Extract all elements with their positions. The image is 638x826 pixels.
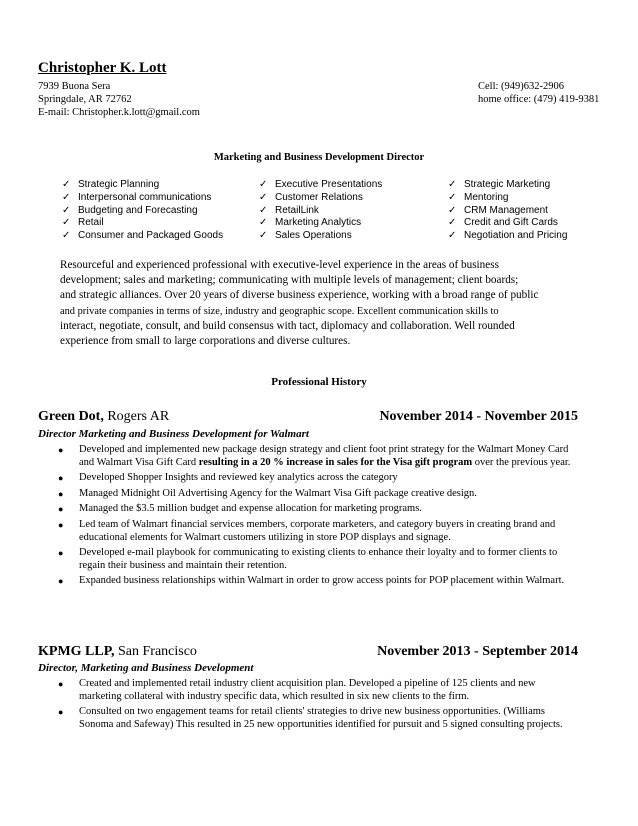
- job-bullets: [58, 444, 578, 591]
- skill-item: ✓ Budgeting and Forecasting: [62, 204, 198, 216]
- candidate-name: Christopher K. Lott: [38, 60, 167, 76]
- bullet-item: ● Created and implemented retail industry client acquisition plan. Developed a pipeline of 125 clients and new marketing collateral with industry specific data, which resulted in six new clients to the firm.: [58, 678, 536, 702]
- checkmark-icon: ✓: [448, 179, 457, 190]
- company-location: San Francisco: [114, 644, 197, 659]
- company-name: KPMG LLP,: [38, 644, 115, 659]
- bullet-item: ● Led team of Walmart financial services members, corporate marketers, and category buyers in creating brand and educational elements for Walmart customers utilizing in store POP displays and signage.: [58, 518, 556, 543]
- checkmark-icon: ✓: [448, 217, 457, 229]
- company-name: Green Dot,: [38, 409, 104, 424]
- bullet-item: ● Developed e-mail playbook for communicating to existing clients to enhance their loyalty and to former clients to regain their business and maintain their retention.: [58, 547, 558, 571]
- job-header: [38, 409, 578, 425]
- job-bullets: [58, 678, 578, 734]
- job-header: [38, 644, 578, 660]
- checkmark-icon: ✓: [62, 204, 71, 216]
- skill-item: ✓ Mentoring: [448, 191, 509, 203]
- checkmark-icon: ✓: [448, 230, 457, 242]
- bullet-icon: ●: [58, 504, 64, 515]
- skills-column-2: [259, 179, 382, 243]
- checkmark-icon: ✓: [259, 204, 268, 216]
- skill-item: ✓ Credit and Gift Cards: [448, 217, 558, 229]
- summary-line: experience from small to large corporations and diverse cultures.: [60, 335, 351, 348]
- address-line-2: Springdale, AR 72762: [38, 94, 132, 105]
- bullet-icon: ●: [58, 679, 64, 689]
- bullet-item: ● Developed and implemented new package design strategy and client foot print strategy for the Walmart Money Card and Walmart Visa Gift Card resulting in a 20 % increase in sales for the Visa gift program over the previous year.: [58, 444, 571, 468]
- job-dates: November 2013 - September 2014: [377, 644, 578, 659]
- section-title: Professional History: [271, 376, 367, 388]
- skill-item: ✓ Consumer and Packaged Goods: [62, 230, 224, 242]
- skill-item: ✓ Negotiation and Pricing: [448, 230, 568, 242]
- address-block: [38, 80, 200, 119]
- job-role: Director, Marketing and Business Development: [38, 662, 254, 674]
- checkmark-icon: ✓: [62, 179, 71, 190]
- bullet-icon: ●: [58, 445, 64, 455]
- bullet-icon: ●: [58, 488, 64, 499]
- checkmark-icon: ✓: [259, 191, 268, 203]
- cell-phone: Cell: (949)632-2906: [478, 81, 565, 92]
- skill-item: ✓ RetailLink: [259, 204, 319, 216]
- bullet-icon: ●: [58, 473, 64, 484]
- skill-item: ✓ Sales Operations: [259, 230, 352, 242]
- phone-block: [478, 80, 599, 106]
- summary-line: interact, negotiate, consult, and build consensus with tact, diplomacy and collaboration. Well rounded: [60, 319, 515, 332]
- headline: Marketing and Business Development Director: [213, 152, 425, 163]
- skill-item: ✓ Retail: [62, 217, 104, 229]
- summary-line: and private companies in terms of size, industry and geographic scope. Excellent communication skills to: [60, 305, 499, 317]
- bullet-icon: ●: [58, 519, 64, 530]
- bullet-item: ● Expanded business relationships within Walmart in order to grow access points for POP placement within Walmart.: [58, 575, 565, 587]
- bullet-icon: ●: [58, 548, 64, 559]
- skill-item: ✓ Strategic Planning: [62, 179, 160, 190]
- summary-line: and strategic alliances. Over 20 years of diverse business experience, working with a broad range of public: [60, 289, 539, 302]
- checkmark-icon: ✓: [259, 217, 268, 229]
- job-dates: November 2014 - November 2015: [379, 409, 578, 424]
- checkmark-icon: ✓: [448, 204, 457, 216]
- email-line: E-mail: Christopher.k.lott@gmail.com: [38, 107, 200, 118]
- skill-item: ✓ Strategic Marketing: [448, 179, 551, 190]
- checkmark-icon: ✓: [259, 179, 268, 190]
- skills-column-1: [62, 179, 223, 243]
- checkmark-icon: ✓: [62, 217, 71, 229]
- checkmark-icon: ✓: [62, 230, 71, 242]
- job-role: Director Marketing and Business Development for Walmart: [38, 428, 309, 440]
- bullet-icon: ●: [58, 707, 64, 718]
- checkmark-icon: ✓: [259, 230, 268, 242]
- bullet-icon: ●: [58, 576, 64, 587]
- address-line-1: 7939 Buona Sera: [38, 81, 111, 92]
- bullet-item: ● Managed the $3.5 million budget and expense allocation for marketing programs.: [58, 503, 422, 515]
- summary-line: Resourceful and experienced professional with executive-level experience in the areas of business: [60, 259, 499, 271]
- skill-item: ✓ Interpersonal communications: [62, 191, 212, 203]
- checkmark-icon: ✓: [448, 191, 457, 203]
- skills-column-3: [448, 179, 567, 243]
- home-office-phone: home office: (479) 419-9381: [478, 94, 600, 105]
- company-location: Rogers AR: [103, 409, 170, 424]
- skill-item: ✓ Marketing Analytics: [259, 217, 362, 229]
- summary-line: development; sales and marketing; communicating with multiple levels of management; client boards;: [60, 274, 519, 287]
- summary-paragraph: [60, 258, 580, 349]
- skill-item: ✓ Customer Relations: [259, 191, 363, 203]
- bullet-item: ● Consulted on two engagement teams for retail clients' strategies to drive new business opportunities. (Williams Sonoma and Safeway) This resulted in 25 new opportunities identified for pursuit and 5 signed consulting projects.: [58, 706, 563, 730]
- skill-item: ✓ Executive Presentations: [259, 179, 383, 190]
- skill-item: ✓ CRM Management: [448, 204, 548, 216]
- bullet-item: ● Managed Midnight Oil Advertising Agency for the Walmart Visa Gift package creative design.: [58, 487, 477, 499]
- bullet-item: ● Developed Shopper Insights and reviewed key analytics across the category: [58, 472, 398, 484]
- checkmark-icon: ✓: [62, 191, 71, 203]
